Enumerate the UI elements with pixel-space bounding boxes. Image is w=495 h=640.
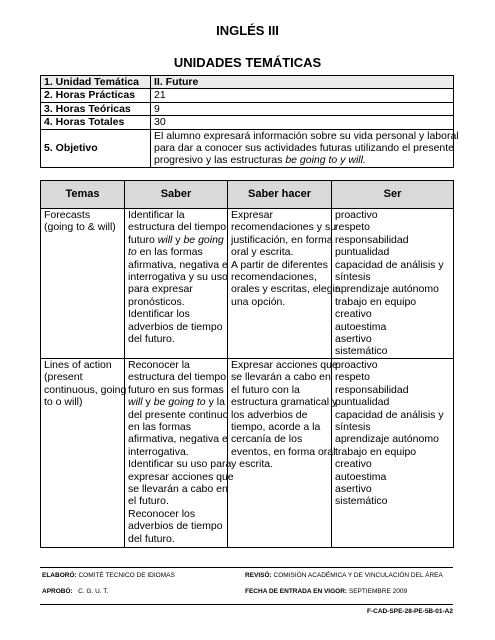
header-ser: Ser — [332, 181, 454, 209]
cell-line: recomendaciones y su — [231, 221, 337, 234]
theory-hours-row — [41, 102, 454, 115]
cell-line: Forecasts — [44, 209, 91, 221]
cell-line: (going to & will) — [44, 221, 116, 234]
themes-table — [40, 180, 454, 548]
fecha-value: SEPTIEMBRE 2009 — [348, 588, 408, 595]
total-hours-row — [41, 116, 454, 129]
total-hours-value: 30 — [151, 116, 454, 129]
reviso-label: REVISÓ: — [245, 572, 272, 579]
document-title: INGLÉS III — [216, 23, 279, 38]
cell-line: Reconocer la — [128, 358, 190, 371]
cell-line: Identificar su uso para — [128, 458, 232, 471]
cell-line: y escrita. — [231, 458, 274, 471]
cell-line: estructura del tiempo — [128, 371, 227, 384]
cell-ser — [332, 209, 454, 359]
cell-line: eventos, en forma oral — [231, 445, 336, 458]
header-saber: Saber — [125, 181, 228, 209]
cell-line: capacidad de análisis y — [335, 258, 444, 271]
cell-line: autoestima — [335, 320, 387, 333]
cell-line: puntualidad — [335, 246, 390, 259]
text-part: y la — [205, 396, 225, 409]
cell-line: en las formas — [128, 420, 192, 433]
objective-label: 5. Objetivo — [41, 129, 151, 167]
objective-row — [41, 129, 454, 167]
cell-line: recomendaciones, — [231, 271, 317, 284]
cell-saber — [125, 209, 228, 359]
practical-hours-value: 21 — [151, 89, 454, 102]
cell-line: proactivo — [335, 358, 378, 371]
header-saber-hacer: Saber hacer — [228, 181, 332, 209]
theory-hours-value: 9 — [151, 102, 454, 115]
cell-line — [128, 396, 224, 408]
cell-line: una opción. — [231, 295, 286, 308]
cell-line: A partir de diferentes — [231, 258, 328, 271]
cell-line: orales y escritas, elegir — [231, 283, 339, 296]
cell-line: futuro en sus formas — [128, 383, 224, 396]
cell-line: responsabilidad — [335, 233, 409, 246]
objective-line: El alumno expresará información sobre su vida personal y laboral — [154, 129, 459, 142]
cell-line: proactivo — [335, 209, 378, 221]
cell-saber — [125, 358, 234, 547]
unit-info-table — [40, 75, 459, 168]
objective-text-part: progresivo y las estructuras — [154, 154, 286, 167]
cell-line: asertivo — [335, 482, 372, 495]
cell-line: estructura gramatical y — [231, 396, 338, 409]
practical-hours-label: 2. Horas Prácticas — [41, 89, 151, 102]
cell-line: puntualidad — [335, 396, 390, 409]
cell-line: Identificar la — [128, 209, 185, 221]
unit-label: 1. Unidad Temática — [41, 76, 151, 89]
cell-line: interrogativa y su uso — [128, 271, 228, 284]
aprobo-value: C. G. U. T. — [78, 588, 109, 595]
cell-line: oral y escrita. — [231, 246, 294, 259]
cell-line: del presente continuo — [128, 408, 229, 421]
term-be-going-to: be going to — [153, 396, 206, 409]
cell-line: se llevarán a cabo en — [128, 482, 228, 495]
cell-line: Lines of action — [44, 358, 112, 371]
cell-line: adverbios de tiempo — [128, 320, 223, 333]
total-hours-label: 4. Horas Totales — [41, 116, 151, 129]
cell-line: expresar acciones que — [128, 470, 234, 483]
cell-line: Expresar acciones que — [231, 358, 338, 371]
cell-line: el futuro. — [128, 495, 169, 508]
themes-header-row — [41, 181, 454, 209]
term-be-going: be going — [183, 233, 224, 246]
cell-line — [128, 234, 224, 246]
cell-line: estructura del tiempo — [128, 221, 227, 234]
cell-line: autoestima — [335, 470, 387, 483]
cell-saber-hacer — [228, 209, 339, 359]
cell-rest — [128, 258, 228, 346]
cell-line: respeto — [335, 371, 371, 384]
cell-line: afirmativa, negativa e — [128, 433, 228, 446]
term-will: will — [128, 396, 143, 409]
cell-line: el futuro con la — [231, 383, 300, 396]
footer-divider — [40, 567, 453, 568]
table-row — [41, 358, 454, 547]
cell-line: Reconocer los — [128, 507, 196, 520]
unit-row — [41, 76, 454, 89]
cell-saber-hacer — [228, 358, 338, 547]
footer-divider — [40, 604, 453, 605]
text-part: en las formas — [136, 246, 203, 259]
cell-line: Identificar los — [128, 308, 190, 321]
objective-structures: be going to y will. — [285, 154, 366, 167]
cell-line: cercanía de los — [231, 433, 303, 446]
objective-text — [151, 129, 459, 167]
text-part: y — [172, 233, 184, 246]
cell-line: capacidad de análisis y — [335, 408, 444, 421]
reviso-value: COMISIÓN ACADÉMICA Y DE VINCULACIÓN DEL ÁREA — [273, 572, 443, 579]
unit-value: II. Future — [151, 76, 454, 89]
cell-line: trabajo en equipo — [335, 295, 417, 308]
cell-line: síntesis — [335, 420, 371, 433]
cell-line: se llevarán a cabo en — [231, 371, 331, 384]
cell-ser — [332, 358, 454, 547]
term-to: to — [128, 246, 137, 259]
practical-hours-row — [41, 89, 454, 102]
term-will: will — [157, 233, 173, 246]
cell-temas — [41, 209, 125, 359]
cell-line: aprendizaje autónomo — [335, 283, 439, 296]
table-row — [41, 209, 454, 359]
cell-line: síntesis — [335, 271, 371, 284]
fecha-label: FECHA DE ENTRADA EN VIGOR: — [245, 588, 348, 595]
objective-line — [154, 154, 450, 166]
cell-line: los adverbios de — [231, 408, 308, 421]
cell-line: responsabilidad — [335, 383, 409, 396]
cell-line — [128, 246, 224, 258]
cell-rest — [128, 358, 227, 396]
cell-line: continuous, going — [44, 383, 127, 396]
cell-line: creativo — [335, 308, 372, 321]
cell-line: justificación, en forma — [231, 233, 333, 246]
elaboro-label: ELABORÓ: — [42, 572, 77, 579]
document-code: F-CAD-SPE-28-PE-5B-01-A2 — [367, 608, 453, 615]
cell-line: afirmativa, negativa e — [128, 258, 228, 271]
cell-line: interrogativa. — [128, 445, 189, 458]
cell-line: del futuro. — [128, 532, 175, 545]
objective-line: para dar a conocer sus actividades futuras utilizando el presente — [154, 142, 455, 155]
cell-line: Expresar — [231, 209, 274, 221]
cell-line: to o will) — [44, 396, 83, 409]
cell-line: para expresar — [128, 283, 193, 296]
footer-reviso — [245, 572, 443, 579]
theory-hours-label: 3. Horas Teóricas — [41, 102, 151, 115]
text-part: futuro — [128, 233, 158, 246]
document-subtitle: UNIDADES TEMÁTICAS — [173, 55, 322, 70]
cell-line: asertivo — [335, 333, 372, 346]
footer-elaboro — [42, 572, 175, 579]
cell-rest — [128, 408, 234, 545]
cell-line: aprendizaje autónomo — [335, 433, 439, 446]
cell-line: pronósticos. — [128, 295, 185, 308]
cell-line: sistemático — [335, 345, 388, 358]
cell-line: sistemático — [335, 495, 388, 508]
cell-line: trabajo en equipo — [335, 445, 417, 458]
footer-fecha — [245, 588, 407, 595]
cell-line: del futuro. — [128, 333, 175, 346]
cell-line: adverbios de tiempo — [128, 520, 223, 533]
header-temas: Temas — [41, 181, 125, 209]
cell-line: creativo — [335, 458, 372, 471]
cell-temas — [41, 358, 125, 547]
text-part: y — [142, 396, 154, 409]
cell-line: (present — [44, 371, 83, 384]
aprobo-label: APROBÓ: — [42, 588, 73, 595]
cell-line: respeto — [335, 221, 371, 234]
elaboro-value: COMITÉ TECNICO DE IDIOMAS — [78, 572, 175, 579]
cell-line: tiempo, acorde a la — [231, 420, 321, 433]
footer-aprobo — [42, 588, 108, 595]
